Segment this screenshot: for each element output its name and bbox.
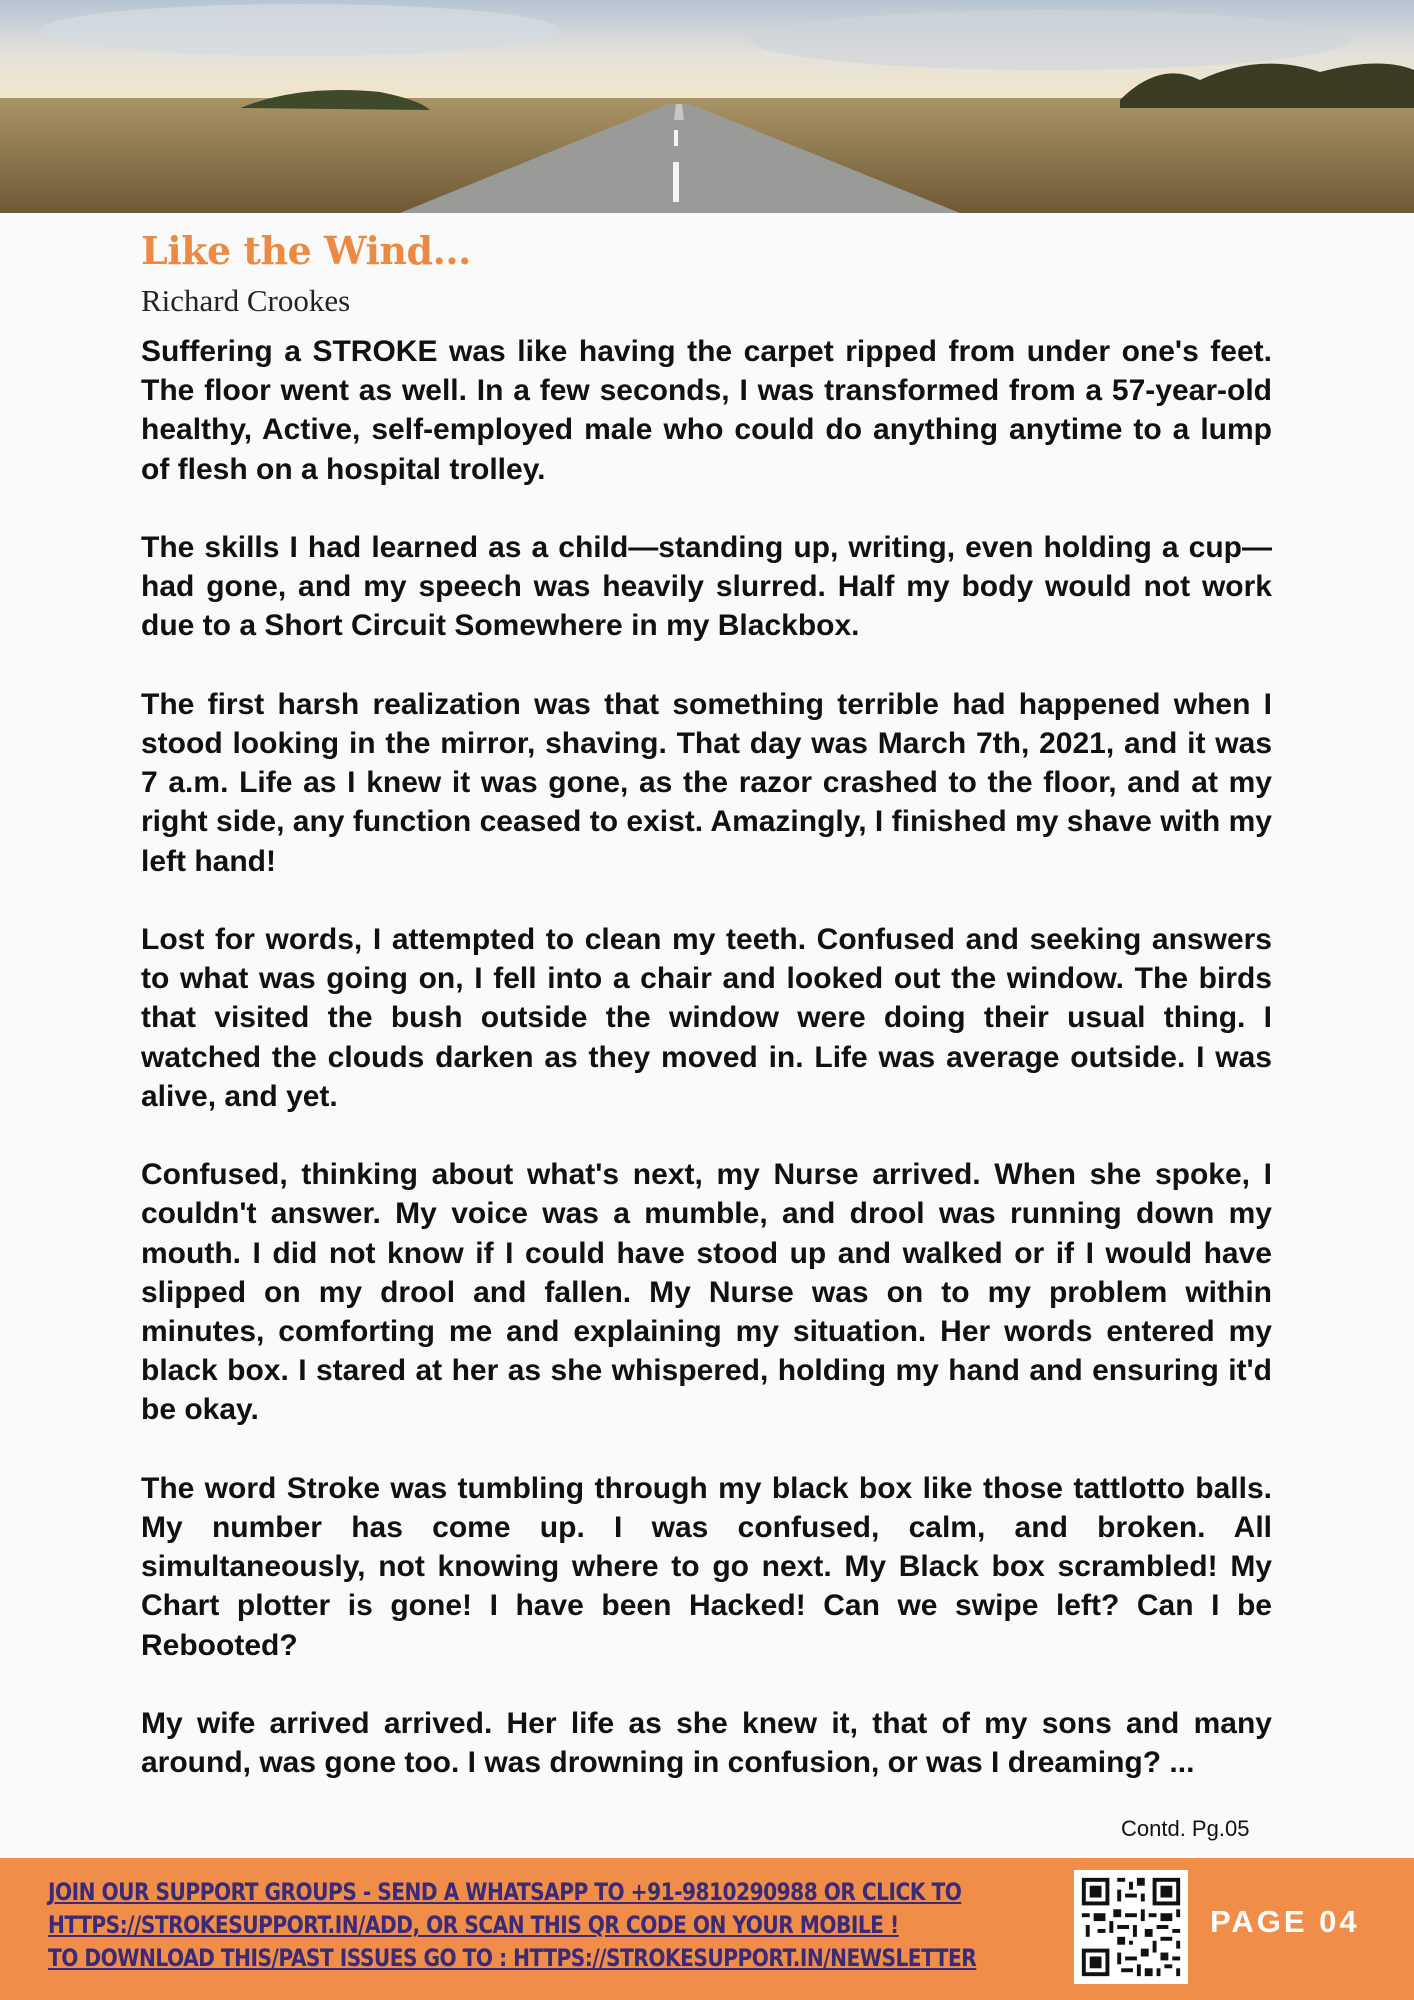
article-paragraph: The word Stroke was tumbling through my black box like those tattlotto balls. My number has come up. I was confused, calm, and broken. All simultaneously, not knowing where to go next. My Black box scrambled! My Chart plotter is gone! I have been Hacked! Can we swipe left? Can I be Rebooted? <box>141 1471 1272 1662</box>
continued-note: Contd. Pg.05 <box>1121 1816 1250 1841</box>
page-number: PAGE 04 <box>1210 1904 1360 1939</box>
article-paragraph: Suffering a STROKE was like having the carpet ripped from under one's feet. The floor went as well. In a few seconds, I was transformed from a 57-year-old healthy, Active, self-employed male who could do anything anytime to a lump of flesh on a hospital trolley. <box>141 335 1272 486</box>
footer-banner <box>0 1858 1414 2000</box>
article-paragraph: The skills I had learned as a child—standing up, writing, even holding a cup—had gone, and my speech was heavily slurred. Half my body would not work due to a Short Circuit Somewhere in my Blackbox. <box>141 531 1272 643</box>
article <box>141 222 1272 1822</box>
qr-code-icon[interactable] <box>1074 1870 1188 1984</box>
footer-line-1[interactable]: JOIN OUR SUPPORT GROUPS - SEND A WHATSAPP TO +91-9810290988 OR CLICK TO <box>48 1878 962 1906</box>
footer-links[interactable] <box>48 1876 977 1975</box>
footer-line-2[interactable]: HTTPS://STROKESUPPORT.IN/ADD, OR SCAN THIS QR CODE ON YOUR MOBILE ! <box>48 1911 899 1939</box>
article-author: Richard Crookes <box>141 283 351 318</box>
article-paragraph: Confused, thinking about what's next, my Nurse arrived. When she spoke, I couldn't answer. My voice was a mumble, and drool was running down my mouth. I did not know if I could have stood up and walked or if I would have slipped on my drool and fallen. My Nurse was on to my problem within minutes, comforting me and explaining my situation. Her words entered my black box. I stared at her as she whispered, holding my hand and ensuring it'd be okay. <box>141 1158 1272 1427</box>
article-title: Like the Wind... <box>141 228 471 273</box>
article-paragraph: Lost for words, I attempted to clean my teeth. Confused and seeking answers to what was going on, I fell into a chair and looked out the window. The birds that visited the bush outside the window were doing their usual thing. I watched the clouds darken as they moved in. Life was average outside. I was alive, and yet. <box>141 923 1272 1113</box>
article-body <box>141 332 1272 1782</box>
footer-line-3[interactable]: TO DOWNLOAD THIS/PAST ISSUES GO TO : HTTPS://STROKESUPPORT.IN/NEWSLETTER <box>48 1944 977 1972</box>
road-banner-image <box>0 0 1414 213</box>
article-paragraph: My wife arrived arrived. Her life as she knew it, that of my sons and many around, was gone too. I was drowning in confusion, or was I dreaming? ... <box>141 1707 1272 1780</box>
article-paragraph: The first harsh realization was that something terrible had happened when I stood looking in the mirror, shaving. That day was March 7th, 2021, and it was 7 a.m. Life as I knew it was gone, as the razor crashed to the floor, and at my right side, any function ceased to exist. Amazingly, I finished my shave with my left hand! <box>141 687 1272 878</box>
